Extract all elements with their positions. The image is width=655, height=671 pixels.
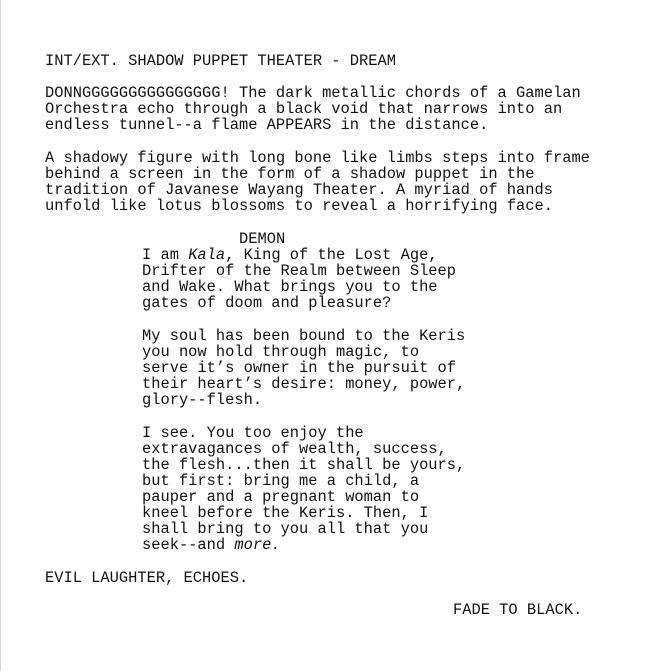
dialogue-line: [142, 537, 281, 553]
dialogue-text: , King of the Lost Age,: [225, 246, 438, 264]
dialogue-line: the flesh...then it shall be yours,: [142, 456, 466, 474]
dialogue-line: but first: bring me a child, a: [142, 472, 420, 490]
dialogue-line: shall bring to you all that you: [142, 520, 429, 538]
dialogue-line: My soul has been bound to the Keris: [142, 327, 466, 345]
transition: FADE TO BLACK.: [453, 601, 583, 619]
dialogue-line: and Wake. What brings you to the: [142, 278, 438, 296]
dialogue-line: you now hold through magic, to: [142, 343, 420, 361]
dialogue-line: glory--flesh.: [142, 391, 263, 409]
dialogue-line: serve it’s owner in the pursuit of: [142, 359, 457, 377]
dialogue-line: Drifter of the Realm between Sleep: [142, 262, 457, 280]
dialogue-line: extravagances of wealth, success,: [142, 440, 447, 458]
dialogue-text: I am: [142, 246, 189, 264]
action-line: EVIL LAUGHTER, ECHOES.: [45, 569, 249, 587]
dialogue-emphasis: Kala: [188, 246, 226, 264]
dialogue-line: kneel before the Keris. Then, I: [142, 504, 429, 522]
action-line: DONNGGGGGGGGGGGGGGG! The dark metallic chords of a Gamelan: [45, 84, 581, 102]
dialogue-line: pauper and a pregnant woman to: [142, 488, 420, 506]
dialogue-line: I see. You too enjoy the: [142, 424, 364, 442]
dialogue-line: their heart’s desire: money, power,: [142, 375, 466, 393]
action-line: Orchestra echo through a black void that narrows into an: [45, 100, 563, 118]
action-line: tradition of Javanese Wayang Theater. A myriad of hands: [45, 181, 553, 199]
character-name: DEMON: [239, 230, 286, 248]
dialogue-emphasis: more.: [234, 536, 281, 554]
action-line: unfold like lotus blossoms to reveal a horrifying face.: [45, 197, 553, 215]
dialogue-line: gates of doom and pleasure?: [142, 294, 392, 312]
dialogue-text: seek--and: [142, 536, 235, 554]
dialogue-line: [142, 247, 438, 263]
action-line: behind a screen in the form of a shadow puppet in the: [45, 165, 535, 183]
page-edge-divider: [0, 0, 1, 671]
scene-heading: INT/EXT. SHADOW PUPPET THEATER - DREAM: [45, 52, 396, 70]
action-line: A shadowy figure with long bone like limbs steps into frame: [45, 149, 590, 167]
action-line: endless tunnel--a flame APPEARS in the distance.: [45, 116, 489, 134]
